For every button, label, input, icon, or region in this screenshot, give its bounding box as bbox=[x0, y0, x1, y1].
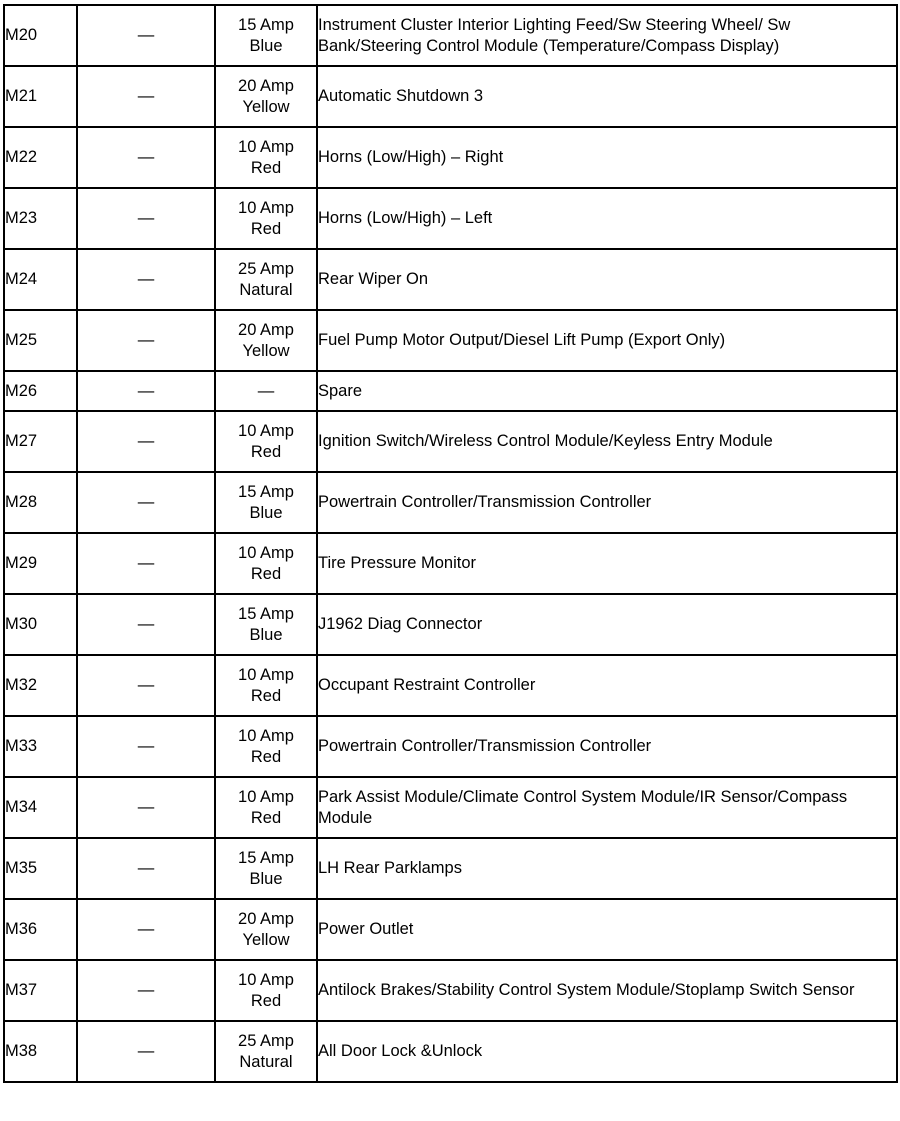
fuse-cell bbox=[215, 310, 317, 371]
fuse-amp: 20 Amp bbox=[238, 909, 294, 928]
description-cell: Occupant Restraint Controller bbox=[317, 655, 897, 716]
fuse-cell bbox=[215, 777, 317, 838]
cartridge-cell: — bbox=[77, 1021, 215, 1082]
table-row bbox=[4, 716, 897, 777]
cartridge-cell: — bbox=[77, 533, 215, 594]
description-cell: Spare bbox=[317, 371, 897, 411]
description-cell: Horns (Low/High) – Left bbox=[317, 188, 897, 249]
fuse-amp: 25 Amp bbox=[238, 1031, 294, 1050]
cavity-cell: M33 bbox=[4, 716, 77, 777]
description-cell: Ignition Switch/Wireless Control Module/Keyless Entry Module bbox=[317, 411, 897, 472]
fuse-amp: 20 Amp bbox=[238, 76, 294, 95]
table-row bbox=[4, 960, 897, 1021]
description-cell: All Door Lock &Unlock bbox=[317, 1021, 897, 1082]
cavity-cell: M38 bbox=[4, 1021, 77, 1082]
fuse-cell bbox=[215, 960, 317, 1021]
fuse-amp: 10 Amp bbox=[238, 787, 294, 806]
description-cell: Park Assist Module/Climate Control System Module/IR Sensor/Compass Module bbox=[317, 777, 897, 838]
description-cell: Powertrain Controller/Transmission Controller bbox=[317, 716, 897, 777]
fuse-cell bbox=[215, 472, 317, 533]
description-cell: Antilock Brakes/Stability Control System Module/Stoplamp Switch Sensor bbox=[317, 960, 897, 1021]
fuse-cell bbox=[215, 838, 317, 899]
cavity-cell: M20 bbox=[4, 5, 77, 66]
fuse-color: Yellow bbox=[242, 97, 290, 116]
description-cell: J1962 Diag Connector bbox=[317, 594, 897, 655]
table-row bbox=[4, 655, 897, 716]
table-row bbox=[4, 838, 897, 899]
fuse-cell bbox=[215, 66, 317, 127]
table-row bbox=[4, 1021, 897, 1082]
cavity-cell: M37 bbox=[4, 960, 77, 1021]
cartridge-cell: — bbox=[77, 411, 215, 472]
description-cell: Automatic Shutdown 3 bbox=[317, 66, 897, 127]
fuse-color: Red bbox=[250, 991, 282, 1010]
cavity-cell: M26 bbox=[4, 371, 77, 411]
fuse-amp: 15 Amp bbox=[238, 848, 294, 867]
fuse-amp: 10 Amp bbox=[238, 726, 294, 745]
cartridge-cell: — bbox=[77, 655, 215, 716]
table-row bbox=[4, 411, 897, 472]
fuse-color: Blue bbox=[249, 869, 283, 888]
fuse-color: Blue bbox=[249, 36, 283, 55]
description-cell: Horns (Low/High) – Right bbox=[317, 127, 897, 188]
cavity-cell: M22 bbox=[4, 127, 77, 188]
cavity-cell: M23 bbox=[4, 188, 77, 249]
cartridge-cell: — bbox=[77, 777, 215, 838]
description-cell: Powertrain Controller/Transmission Controller bbox=[317, 472, 897, 533]
cavity-cell: M25 bbox=[4, 310, 77, 371]
table-row bbox=[4, 533, 897, 594]
fuse-color: Yellow bbox=[242, 930, 290, 949]
fuse-cell bbox=[215, 1021, 317, 1082]
fuse-cell bbox=[215, 188, 317, 249]
cartridge-cell: — bbox=[77, 188, 215, 249]
cartridge-cell: — bbox=[77, 5, 215, 66]
cartridge-cell: — bbox=[77, 249, 215, 310]
cartridge-cell: — bbox=[77, 594, 215, 655]
fuse-color: Natural bbox=[239, 1052, 293, 1071]
table-row bbox=[4, 127, 897, 188]
fuse-cell bbox=[215, 5, 317, 66]
fuse-cell bbox=[215, 716, 317, 777]
cartridge-cell: — bbox=[77, 371, 215, 411]
fuse-color: Blue bbox=[249, 625, 283, 644]
table-row bbox=[4, 310, 897, 371]
cartridge-cell: — bbox=[77, 127, 215, 188]
fuse-color: Blue bbox=[249, 503, 283, 522]
fuse-amp: 10 Amp bbox=[238, 137, 294, 156]
fuse-cell bbox=[215, 127, 317, 188]
description-cell: Fuel Pump Motor Output/Diesel Lift Pump (Export Only) bbox=[317, 310, 897, 371]
table-row bbox=[4, 5, 897, 66]
fuse-amp: 10 Amp bbox=[238, 543, 294, 562]
cartridge-cell: — bbox=[77, 838, 215, 899]
fuse-color: Natural bbox=[239, 280, 293, 299]
table-row bbox=[4, 371, 897, 411]
fuse-amp: 10 Amp bbox=[238, 198, 294, 217]
fuse-color: Red bbox=[250, 686, 282, 705]
cavity-cell: M30 bbox=[4, 594, 77, 655]
cavity-cell: M27 bbox=[4, 411, 77, 472]
cartridge-cell: — bbox=[77, 960, 215, 1021]
fuse-amp: 10 Amp bbox=[238, 665, 294, 684]
fuse-color: Red bbox=[250, 564, 282, 583]
cartridge-cell: — bbox=[77, 472, 215, 533]
cartridge-cell: — bbox=[77, 66, 215, 127]
description-cell: Instrument Cluster Interior Lighting Feed/Sw Steering Wheel/ Sw Bank/Steering Control Module (Temperature/Compass Display) bbox=[317, 5, 897, 66]
fuse-cell bbox=[215, 655, 317, 716]
cavity-cell: M28 bbox=[4, 472, 77, 533]
table-row bbox=[4, 899, 897, 960]
fuse-color: Yellow bbox=[242, 341, 290, 360]
description-cell: Rear Wiper On bbox=[317, 249, 897, 310]
cavity-cell: M35 bbox=[4, 838, 77, 899]
fuse-cell: — bbox=[215, 371, 317, 411]
cavity-cell: M21 bbox=[4, 66, 77, 127]
description-cell: Power Outlet bbox=[317, 899, 897, 960]
cavity-cell: M34 bbox=[4, 777, 77, 838]
cavity-cell: M32 bbox=[4, 655, 77, 716]
cavity-cell: M36 bbox=[4, 899, 77, 960]
fuse-cell bbox=[215, 899, 317, 960]
fuse-cell bbox=[215, 594, 317, 655]
fuse-cell bbox=[215, 533, 317, 594]
fuse-color: Red bbox=[250, 219, 282, 238]
fuse-amp: 15 Amp bbox=[238, 604, 294, 623]
fuse-cell bbox=[215, 249, 317, 310]
cartridge-cell: — bbox=[77, 310, 215, 371]
fuse-amp: 25 Amp bbox=[238, 259, 294, 278]
table-row bbox=[4, 594, 897, 655]
fuse-color: Red bbox=[250, 158, 282, 177]
description-cell: LH Rear Parklamps bbox=[317, 838, 897, 899]
fuse-color: Red bbox=[250, 747, 282, 766]
fuse-table-body bbox=[4, 5, 897, 1082]
table-row bbox=[4, 188, 897, 249]
fuse-amp: 20 Amp bbox=[238, 320, 294, 339]
table-row bbox=[4, 777, 897, 838]
cavity-cell: M24 bbox=[4, 249, 77, 310]
table-row bbox=[4, 472, 897, 533]
fuse-amp: 15 Amp bbox=[238, 482, 294, 501]
fuse-cell bbox=[215, 411, 317, 472]
fuse-color: Red bbox=[250, 808, 282, 827]
fuse-amp: 10 Amp bbox=[238, 970, 294, 989]
fuse-color: Red bbox=[250, 442, 282, 461]
table-row bbox=[4, 249, 897, 310]
table-row bbox=[4, 66, 897, 127]
fuse-amp: 15 Amp bbox=[238, 15, 294, 34]
cartridge-cell: — bbox=[77, 716, 215, 777]
fuse-table bbox=[3, 4, 898, 1083]
description-cell: Tire Pressure Monitor bbox=[317, 533, 897, 594]
cavity-cell: M29 bbox=[4, 533, 77, 594]
fuse-amp: 10 Amp bbox=[238, 421, 294, 440]
cartridge-cell: — bbox=[77, 899, 215, 960]
